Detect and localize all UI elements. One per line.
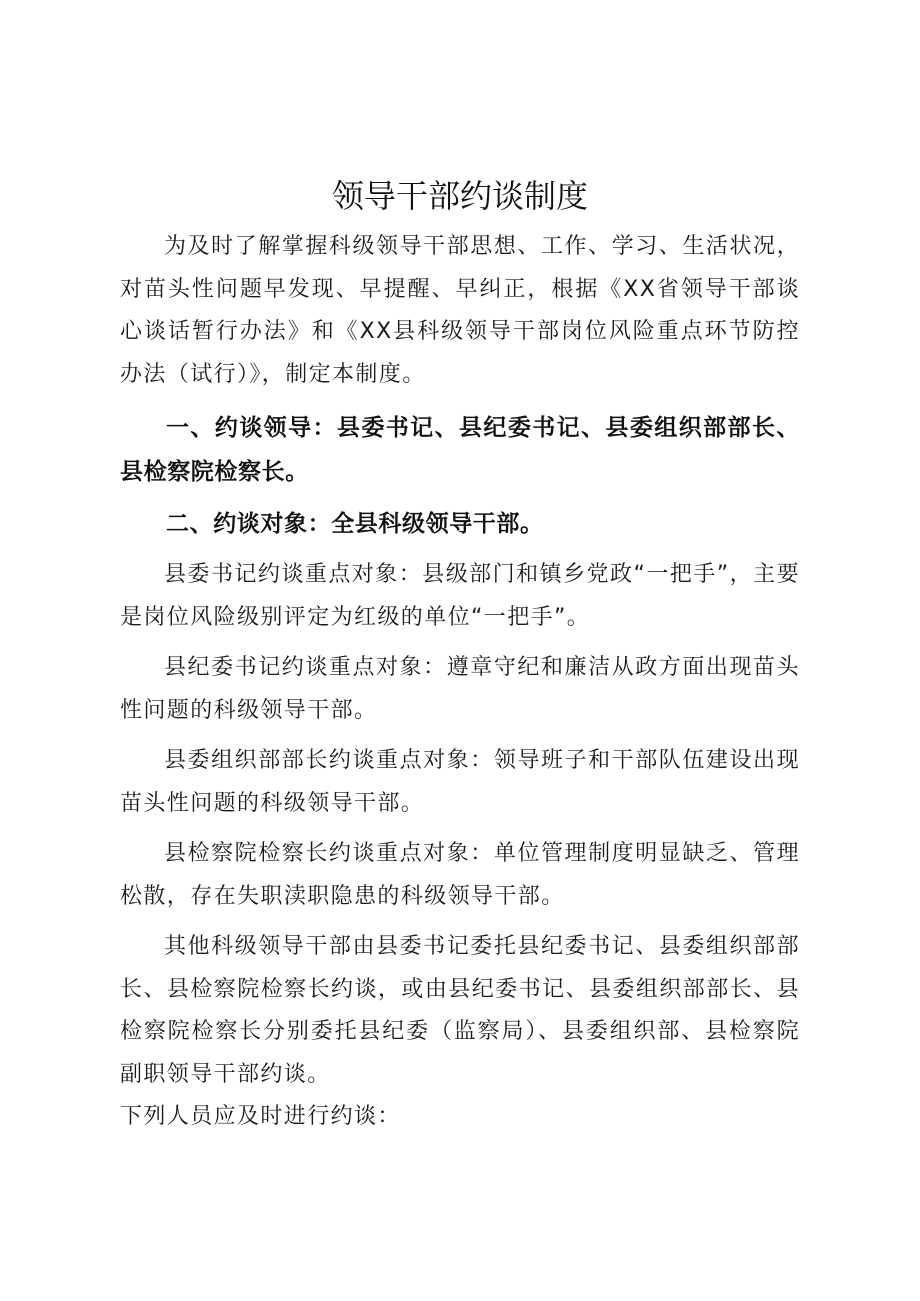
section-heading-interview-targets: 二、约谈对象：全县科级领导干部。 — [166, 511, 544, 537]
intro-paragraph: 为及时了解掌握科级领导干部思想、工作、学习、生活状况，对苗头性问题早发现、早提醒、早纠正，根据《XX省领导干部谈心谈话暂行办法》和《XX县科级领导干部岗位风险重点环节防控办法（试行）》，制定本制度。 — [120, 234, 800, 387]
section-heading-interview-leaders: 一、约谈领导：县委书记、县纪委书记、县委组织部部长、县检察院检察长。 — [120, 415, 800, 485]
document-body — [120, 226, 800, 1139]
closing-line: 下列人员应及时进行约谈： — [120, 1104, 401, 1129]
target-paragraph-procurator: 县检察院检察长约谈重点对象：单位管理制度明显缺乏、管理松散，存在失职渎职隐患的科级领导干部。 — [120, 841, 800, 909]
target-paragraph-organization-minister: 县委组织部部长约谈重点对象：领导班子和干部队伍建设出现苗头性问题的科级领导干部。 — [120, 748, 800, 816]
delegation-paragraph: 其他科级领导干部由县委书记委托县纪委书记、县委组织部部长、县检察院检察长约谈，或由县纪委书记、县委组织部部长、县检察院检察长分别委托县纪委（监察局）、县委组织部、县检察院副职领导干部约谈。 — [120, 934, 800, 1087]
target-paragraph-county-secretary: 县委书记约谈重点对象：县级部门和镇乡党政“一把手”，主要是岗位风险级别评定为红级的单位“一把手”。 — [120, 562, 800, 630]
target-paragraph-discipline-secretary: 县纪委书记约谈重点对象：遵章守纪和廉洁从政方面出现苗头性问题的科级领导干部。 — [120, 655, 800, 723]
document-title: 领导干部约谈制度 — [331, 177, 588, 215]
